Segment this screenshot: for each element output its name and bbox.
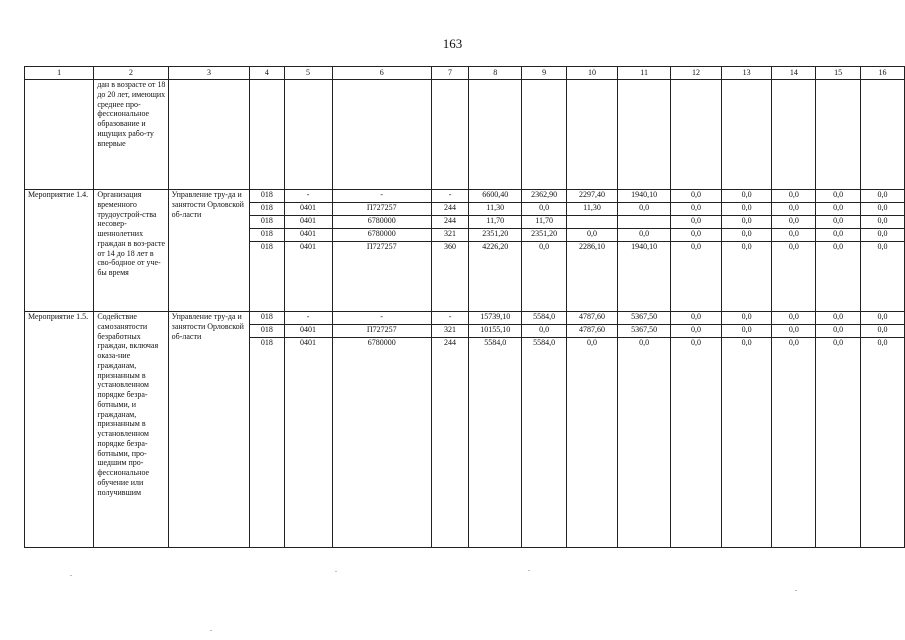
code-cell: - [332, 312, 431, 325]
header-cell: 2 [94, 67, 168, 80]
value-cell: 0,0 [816, 242, 861, 312]
code-cell: 018 [250, 216, 284, 229]
value-cell: 0,0 [671, 203, 722, 216]
value-cell: 0,0 [861, 325, 905, 338]
code-cell: - [431, 190, 468, 203]
executor-name: Управление тру-да и занятости Орловской об-ласти [168, 312, 250, 548]
continued-row [25, 80, 905, 190]
value-cell: 0,0 [772, 325, 816, 338]
value-cell: 0,0 [861, 216, 905, 229]
value-cell: 0,0 [772, 312, 816, 325]
empty-cell [25, 80, 94, 190]
value-cell: 0,0 [721, 242, 772, 312]
value-cell: 11,30 [566, 203, 617, 216]
empty-cell [469, 80, 522, 190]
value-cell: 0,0 [772, 242, 816, 312]
value-cell: 0,0 [721, 312, 772, 325]
empty-cell [772, 80, 816, 190]
value-cell: 0,0 [671, 190, 722, 203]
code-cell: 0401 [284, 242, 332, 312]
value-cell: 11,70 [469, 216, 522, 229]
value-cell: 0,0 [772, 216, 816, 229]
value-cell: 0,0 [671, 325, 722, 338]
value-cell [618, 216, 671, 229]
value-cell: 0,0 [671, 229, 722, 242]
value-cell: 0,0 [671, 312, 722, 325]
value-cell: 2351,20 [522, 229, 566, 242]
executor-name: Управление тру-да и занятости Орловской об-ласти [168, 190, 250, 312]
value-cell: 2362,90 [522, 190, 566, 203]
code-cell: 0401 [284, 325, 332, 338]
value-cell: 0,0 [772, 190, 816, 203]
value-cell: 0,0 [816, 216, 861, 229]
header-cell: 3 [168, 67, 250, 80]
empty-cell [816, 80, 861, 190]
scan-speck [335, 571, 337, 572]
empty-cell [522, 80, 566, 190]
value-cell: 0,0 [861, 190, 905, 203]
code-cell: П727257 [332, 203, 431, 216]
value-cell: 5367,50 [618, 325, 671, 338]
empty-cell [431, 80, 468, 190]
value-cell: 0,0 [522, 325, 566, 338]
value-cell: 0,0 [772, 229, 816, 242]
value-cell: 0,0 [618, 203, 671, 216]
value-cell: 0,0 [816, 338, 861, 548]
code-cell: - [431, 312, 468, 325]
code-cell: 0401 [284, 229, 332, 242]
code-cell: 244 [431, 203, 468, 216]
header-row [25, 67, 905, 80]
value-cell: 0,0 [721, 203, 772, 216]
activity-label: Мероприятие 1.4. [25, 190, 94, 312]
value-cell: 0,0 [816, 203, 861, 216]
empty-cell [618, 80, 671, 190]
scan-speck [795, 590, 797, 591]
value-cell: 0,0 [816, 190, 861, 203]
value-cell: 0,0 [721, 325, 772, 338]
value-cell: 0,0 [721, 338, 772, 548]
empty-cell [250, 80, 284, 190]
value-cell: 0,0 [772, 338, 816, 548]
code-cell: - [332, 190, 431, 203]
value-cell: 5584,0 [522, 338, 566, 548]
value-cell: 0,0 [721, 190, 772, 203]
page-number: 163 [442, 36, 463, 51]
header-cell: 16 [861, 67, 905, 80]
header-cell: 5 [284, 67, 332, 80]
empty-cell [721, 80, 772, 190]
value-cell: 0,0 [772, 203, 816, 216]
value-cell: 0,0 [566, 338, 617, 548]
value-cell: 0,0 [566, 229, 617, 242]
header-cell: 7 [431, 67, 468, 80]
value-cell: 0,0 [671, 242, 722, 312]
value-cell: 1940,10 [618, 242, 671, 312]
header-cell: 1 [25, 67, 94, 80]
continued-text: дан в возрасте от 18 до 20 лет, имеющих среднее про-фессиональное образование и ищущих рабо-ту впервые [94, 80, 168, 190]
value-cell: 10155,10 [469, 325, 522, 338]
value-cell: 5584,0 [469, 338, 522, 548]
value-cell: 0,0 [671, 338, 722, 548]
value-cell: 11,30 [469, 203, 522, 216]
code-cell: 6780000 [332, 229, 431, 242]
value-cell: 0,0 [861, 312, 905, 325]
value-cell: 0,0 [618, 229, 671, 242]
code-cell: 018 [250, 190, 284, 203]
value-cell [566, 216, 617, 229]
header-cell: 14 [772, 67, 816, 80]
value-cell: 0,0 [816, 312, 861, 325]
code-cell: 018 [250, 338, 284, 548]
empty-cell [332, 80, 431, 190]
header-cell: 11 [618, 67, 671, 80]
activity-label: Мероприятие 1.5. [25, 312, 94, 548]
code-cell: 018 [250, 203, 284, 216]
value-cell: 0,0 [618, 338, 671, 548]
code-cell: 0401 [284, 216, 332, 229]
scan-speck [70, 575, 72, 576]
activity-name: Организация временного трудоустрой-ства несовер-шеннолетних граждан в воз-расте от 14 до 18 лет в сво-бодное от уче-бы время [94, 190, 168, 312]
code-cell: 0401 [284, 338, 332, 548]
code-cell: 360 [431, 242, 468, 312]
header-cell: 6 [332, 67, 431, 80]
empty-cell [168, 80, 250, 190]
value-cell: 0,0 [861, 229, 905, 242]
code-cell: 0401 [284, 203, 332, 216]
empty-cell [284, 80, 332, 190]
empty-cell [861, 80, 905, 190]
table-row [25, 312, 905, 325]
value-cell: 0,0 [671, 216, 722, 229]
value-cell: 0,0 [816, 229, 861, 242]
value-cell: 2297,40 [566, 190, 617, 203]
code-cell: 244 [431, 216, 468, 229]
header-cell: 10 [566, 67, 617, 80]
empty-cell [671, 80, 722, 190]
code-cell: 321 [431, 229, 468, 242]
code-cell: 244 [431, 338, 468, 548]
header-cell: 15 [816, 67, 861, 80]
table-row [25, 190, 905, 203]
code-cell: 321 [431, 325, 468, 338]
header-cell: 12 [671, 67, 722, 80]
value-cell: 0,0 [721, 216, 772, 229]
value-cell: 6600,40 [469, 190, 522, 203]
value-cell: 4787,60 [566, 312, 617, 325]
value-cell: 0,0 [861, 338, 905, 548]
table-body [25, 67, 905, 548]
header-cell: 8 [469, 67, 522, 80]
value-cell: 5584,0 [522, 312, 566, 325]
code-cell: - [284, 312, 332, 325]
header-cell: 13 [721, 67, 772, 80]
code-cell: 018 [250, 312, 284, 325]
code-cell: 6780000 [332, 216, 431, 229]
value-cell: 15739,10 [469, 312, 522, 325]
value-cell: 1940,10 [618, 190, 671, 203]
code-cell: 6780000 [332, 338, 431, 548]
value-cell: 0,0 [721, 229, 772, 242]
value-cell: 0,0 [861, 242, 905, 312]
header-cell: 4 [250, 67, 284, 80]
value-cell: 0,0 [522, 242, 566, 312]
value-cell: 11,70 [522, 216, 566, 229]
code-cell: 018 [250, 325, 284, 338]
code-cell: 018 [250, 242, 284, 312]
activity-name: Содействие самозанятости безработных граждан, включая оказа-ние гражданам, признанным в установленном порядке безра-ботными, и гражданам, признанным в установленном порядке безра-ботными, про-шедшим про-фессиональное обучение или получившим [94, 312, 168, 548]
value-cell: 0,0 [861, 203, 905, 216]
value-cell: 4787,60 [566, 325, 617, 338]
empty-cell [566, 80, 617, 190]
value-cell: 5367,50 [618, 312, 671, 325]
scan-speck [210, 630, 212, 631]
value-cell: 0,0 [816, 325, 861, 338]
header-cell: 9 [522, 67, 566, 80]
scan-speck [528, 570, 530, 571]
code-cell: 018 [250, 229, 284, 242]
value-cell: 0,0 [522, 203, 566, 216]
value-cell: 4226,20 [469, 242, 522, 312]
budget-table [24, 66, 905, 548]
code-cell: П727257 [332, 325, 431, 338]
value-cell: 2286,10 [566, 242, 617, 312]
code-cell: П727257 [332, 242, 431, 312]
code-cell: - [284, 190, 332, 203]
value-cell: 2351,20 [469, 229, 522, 242]
